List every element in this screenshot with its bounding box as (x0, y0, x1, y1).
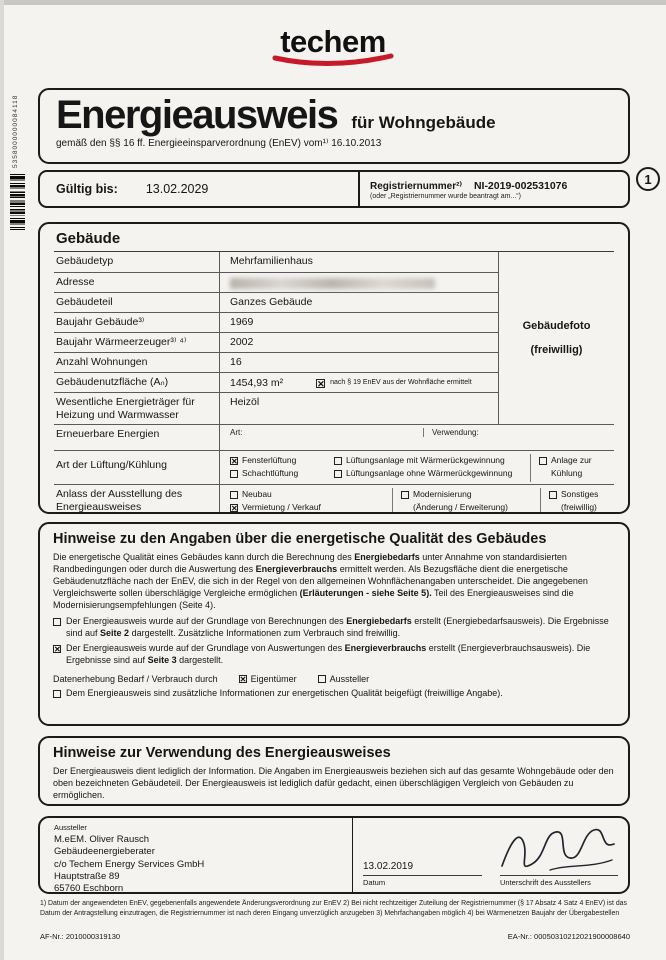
ventilation-option: Lüftungsanlage ohne Wärmerückgewinnung (334, 469, 524, 479)
building-table-top (54, 251, 614, 424)
row-value (220, 451, 614, 484)
table-row-lueftung (54, 450, 614, 484)
building-section (38, 222, 630, 514)
data-collection-line (53, 674, 615, 684)
row-value (220, 485, 614, 514)
table-row-nutzflaeche (54, 372, 498, 392)
row-label: Gebäudenutzfläche (Aₙ) (54, 373, 220, 392)
title-row (56, 93, 612, 138)
row-label: Adresse (54, 273, 220, 292)
occasion-option: Neubau (230, 490, 386, 500)
validity-box (38, 170, 630, 208)
document-title: Energieausweis (56, 93, 338, 137)
occasion-col-3 (540, 488, 608, 514)
row-label: Gebäudeteil (54, 293, 220, 312)
valid-until-date: 13.02.2029 (145, 182, 209, 196)
date-label: Datum (363, 878, 386, 887)
row-label: Erneuerbare Energien (54, 425, 220, 450)
issue-date-block (352, 818, 490, 892)
valid-until-group (40, 172, 358, 206)
table-row-anlass (54, 484, 614, 514)
registration-number-value: NI-2019-002531076 (473, 180, 568, 192)
building-table (54, 251, 614, 514)
table-row-adresse (54, 272, 498, 292)
checkbox-zusatzinfo (53, 690, 61, 698)
techem-logo-text: techem (280, 24, 386, 59)
af-number: AF-Nr.: 2010000319130 (40, 932, 121, 941)
footnotes: 1) Datum der angewendeten EnEV, gegebenenfalls angewendete Änderungsverordnung zur EnEV 2) Bei nicht rechtzeitiger Zuteilung der Registriernummer (§ 17 Absatz 4 Satz 4 EnEV) ist das Datum der Antragstellung einzutragen, die Registriernummer ist nach deren Eingang unverzüglich anzugeben 3) Mehrfachangaben möglich 4) bei Wärmenetzen Baujahr der Übergabestellen (40, 900, 627, 917)
checkbox-energiebedarf (53, 618, 61, 626)
building-section-title: Gebäude (56, 230, 121, 247)
verbrauchsausweis-item (53, 643, 615, 666)
checkbox-energieverbrauch: ✕ (54, 645, 61, 655)
table-row-gebaeudeteil (54, 292, 498, 312)
building-table-bottom (54, 424, 614, 514)
checkbox-lueftung-ohne-wrg (334, 470, 342, 478)
barcode-bars-icon (10, 174, 25, 230)
ventilation-option: Anlage zur (539, 456, 602, 466)
row-value: Ganzes Gebäude (230, 296, 313, 308)
scan-artifact-left (0, 0, 4, 960)
ea-number: EA-Nr.: 00050310212021900008640 (507, 932, 630, 941)
row-value (220, 373, 498, 392)
ventilation-col-2 (334, 454, 530, 482)
table-row-gebaeudetyp (54, 252, 498, 272)
ventilation-option: ✕ Fensterlüftung (231, 455, 297, 466)
checkbox-fensterlueftung: ✕ (231, 456, 238, 466)
registration-note: (oder „Registriernummer wurde beantragt am...“) (370, 193, 521, 200)
bedarfsausweis-text: Der Energieausweis wurde auf der Grundlage von Berechnungen des Energiebedarfs erstellt (Energiebedarfsausweis). Die Ergebnisse sind auf Seite 2 dargestellt. Zusätzliche Informationen zum Verbrauch sind freiwillig. (66, 615, 609, 638)
ventilation-option-line2: Kühlung (551, 467, 583, 478)
row-label: Baujahr Gebäude³⁾ (54, 313, 220, 332)
usage-hints-section (38, 736, 630, 806)
occasion-option: ✕ Vermietung / Verkauf (231, 501, 321, 513)
registration-number-label: Registriernummer²⁾ (370, 181, 462, 192)
ventilation-option: Lüftungsanlage mit Wärmerückgewinnung (334, 456, 524, 466)
nutzflaeche-value: 1454,93 m² (230, 377, 284, 389)
renewables-art-label: Art: (230, 428, 243, 437)
issuer-section (38, 816, 630, 894)
registration-line (370, 180, 618, 192)
signature (492, 820, 622, 882)
occasion-option: Modernisierung (401, 490, 534, 500)
row-value: Mehrfamilienhaus (230, 255, 313, 267)
valid-until-label: Gültig bis: (56, 182, 118, 196)
document-subtitle: für Wohngebäude (351, 113, 496, 132)
row-label: Wesentliche Energieträger für Heizung und Warmwasser (54, 393, 220, 424)
occasion-option-line2: (Änderung / Erweiterung) (413, 501, 508, 512)
issuer-label: Aussteller (54, 823, 87, 832)
page-number-badge: 1 (636, 167, 660, 191)
issuer-street: Hauptstraße 89 (54, 871, 120, 883)
checkbox-lueftung-mit-wrg (334, 457, 342, 465)
row-label: Anzahl Wohnungen (54, 353, 220, 372)
usage-hints-title: Hinweise zur Verwendung des Energieausweises (53, 745, 391, 761)
extra-info-item (53, 688, 615, 700)
date-rule (363, 875, 482, 876)
checkbox-aussteller (318, 675, 326, 683)
quality-intro-paragraph: Die energetische Qualität eines Gebäudes kann durch die Berechnung des Energiebedarfs unter Annahme von standardisierten Randbedingungen oder durch die Auswertung des Energieverbrauchs ermittelt werden. Als Bezugsfläche dient die energetische Gebäudenutzfläche nach der EnEV, die sich in der Regel von den allgemeinen Wohnflächenangaben unterscheidet. Die angegebenen Vergleichswerte sollen überschlägige Vergleiche ermöglichen (Erläuterungen - siehe Seite 5). Teil des Energieausweises sind die Modernisierungsempfehlungen (Seite 4). (53, 552, 588, 610)
checkbox-anlage-zur-kuehlung (539, 457, 547, 465)
issuer-city: 65760 Eschborn (54, 883, 124, 894)
row-value (220, 273, 498, 292)
issuer-company: c/o Techem Energy Services GmbH (54, 858, 205, 870)
issuer-name: M.eEM. Oliver Rausch (54, 834, 150, 845)
issue-date: 13.02.2019 (363, 861, 414, 872)
row-value: 16 (230, 356, 242, 368)
photo-label-line1: Gebäudefoto (522, 320, 591, 332)
building-photo-placeholder (498, 252, 614, 424)
row-value: 2002 (230, 336, 254, 348)
data-collection-label: Datenerhebung Bedarf / Verbrauch durch (53, 673, 218, 684)
occasion-col-2 (392, 488, 540, 514)
row-label: Art der Lüftung/Kühlung (54, 451, 220, 484)
data-collection-option: ✕ Eigentümer (239, 673, 297, 684)
nutzflaeche-note: nach § 19 EnEV aus der Wohnfläche ermittelt (330, 379, 472, 387)
checkbox-wohnflaeche-ermittelt: ✕ (317, 378, 325, 389)
ventilation-col-3 (530, 454, 608, 482)
row-value: 1969 (230, 316, 254, 328)
data-collection-option: Aussteller (318, 674, 370, 684)
table-row-erneuerbare-energien (54, 424, 614, 450)
techem-logo (0, 24, 666, 69)
row-label: Anlass der Ausstellung des Energieausweises (54, 485, 220, 514)
table-row-anzahl-wohnungen (54, 352, 498, 372)
occasion-col-1 (230, 488, 392, 514)
bedarfsausweis-item (53, 616, 615, 639)
quality-hints-section (38, 522, 630, 726)
issuer-info (40, 818, 352, 892)
renewables-use-label: Verwendung: (423, 428, 608, 437)
registration-group (358, 172, 628, 206)
table-row-energietraeger (54, 392, 498, 424)
checkbox-schachtlueftung (230, 470, 238, 478)
scan-artifact-top (0, 0, 666, 5)
ventilation-option: Schachtlüftung (230, 469, 328, 479)
checkbox-neubau (230, 491, 238, 499)
verbrauchsausweis-text: Der Energieausweis wurde auf der Grundlage von Auswertungen des Energieverbrauchs erstellt (Energieverbrauchsausweis). Die Ergebnisse sind auf Seite 3 dargestellt. (66, 643, 591, 665)
barcode (6, 94, 34, 230)
row-label: Baujahr Wärmeerzeuger³⁾ ⁴⁾ (54, 333, 220, 352)
issuer-role: Gebäudeenergieberater (54, 846, 155, 858)
row-value (220, 425, 614, 450)
ventilation-col-1 (230, 454, 334, 482)
table-row-baujahr-waermeerzeuger (54, 332, 498, 352)
occasion-option-line2: (freiwillig) (561, 501, 597, 512)
table-row-baujahr-gebaeude (54, 312, 498, 332)
checkbox-sonstiges (549, 491, 557, 499)
address-redacted-blur (230, 278, 435, 289)
signature-block (490, 818, 628, 892)
usage-paragraph: Der Energieausweis dient lediglich der Information. Die Angaben im Energieausweis beziehen sich auf das gesamte Wohngebäude oder den oben bezeichneten Gebäudeteil. Der Energieausweis ist lediglich dafür gedacht, einen überschlägigen Vergleich von Gebäuden zu ermöglichen. (53, 766, 614, 800)
photo-label-line2: (freiwillig) (530, 344, 583, 356)
document-numbers (40, 932, 630, 941)
row-label: Gebäudetyp (54, 252, 220, 272)
quality-hints-title: Hinweise zu den Angaben über die energetische Qualität des Gebäudes (53, 531, 547, 547)
title-box (38, 88, 630, 164)
checkbox-vermietung-verkauf: ✕ (231, 503, 238, 513)
extra-info-text: Dem Energieausweis sind zusätzliche Informationen zur energetischen Qualität beigefügt (freiwillige Angabe). (66, 687, 503, 698)
signature-label: Unterschrift des Ausstellers (500, 878, 591, 887)
checkbox-eigentuemer: ✕ (239, 674, 247, 684)
building-rows (54, 252, 498, 424)
checkbox-modernisierung (401, 491, 409, 499)
law-reference: gemäß den §§ 16 ff. Energieeinsparverordnung (EnEV) vom¹⁾ 16.10.2013 (56, 138, 382, 149)
barcode-number: 5358000000084118 (12, 94, 19, 168)
occasion-option: Sonstiges (549, 490, 602, 500)
row-value: Heizöl (230, 396, 260, 408)
